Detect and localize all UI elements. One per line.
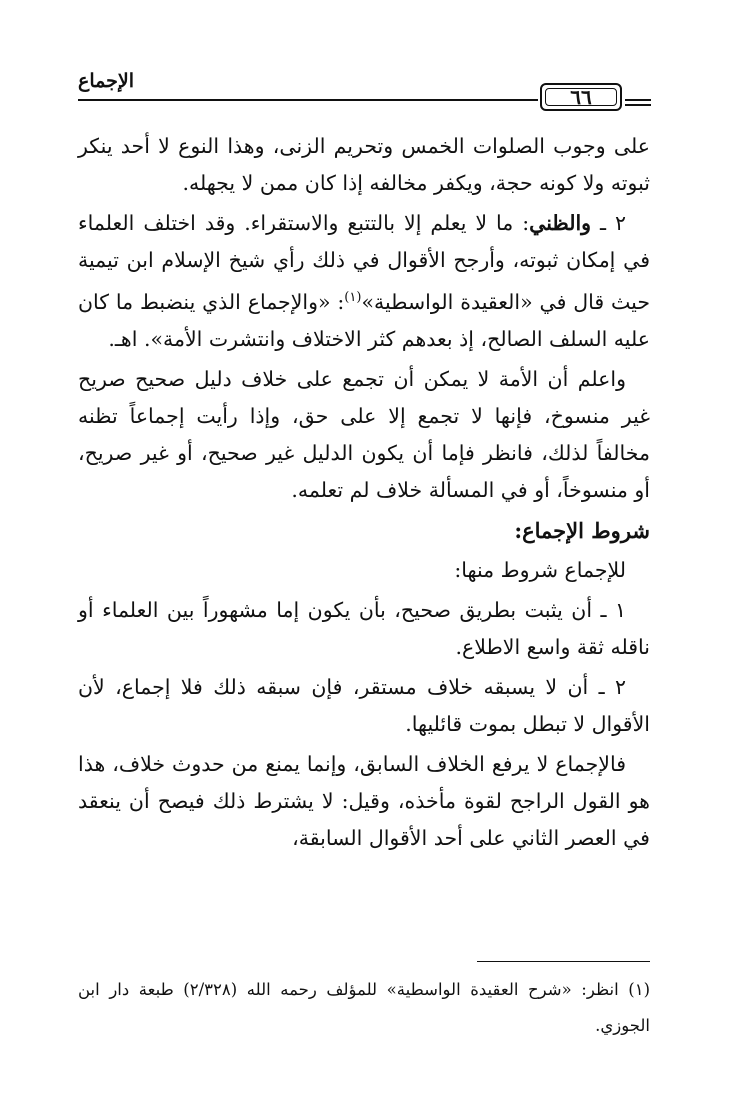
paragraph: على وجوب الصلوات الخمس وتحريم الزنى، وهذا النوع لا أحد ينكر ثبوته ولا كونه حجة، ويكفر مخالفه إذا كان ممن لا يجهله. xyxy=(78,134,650,195)
footnote-text: انظر: «شرح العقيدة الواسطية» للمؤلف رحمه الله (٢/٣٢٨) طبعة دار ابن الجوزي. xyxy=(78,980,650,1035)
body-text xyxy=(78,128,650,860)
header-rule-right xyxy=(625,99,651,101)
paragraph xyxy=(78,205,650,358)
term-bold: والظني xyxy=(529,211,592,235)
page-number-badge xyxy=(540,83,622,111)
paragraph: ١ ـ أن يثبت بطريق صحيح، بأن يكون إما مشهوراً بين العلماء أو ناقله ثقة واسع الاطلاع. xyxy=(78,597,650,659)
paragraph: ٢ ـ أن لا يسبقه خلاف مستقر، فإن سبقه ذلك فلا إجماع، لأن الأقوال لا تبطل بموت قائليها. xyxy=(78,674,650,736)
paragraph: للإجماع شروط منها: xyxy=(454,557,626,582)
footnote xyxy=(78,972,650,1044)
paragraph-text: : «والإجماع الذي ينضبط ما كان عليه السلف الصالح، إذ بعدهم كثر الاختلاف وانتشرت الأمة». اهـ. xyxy=(78,289,650,351)
footnote-separator xyxy=(477,961,650,962)
footnote-reference[interactable]: (١) xyxy=(344,290,362,305)
page-number: ٦٦ xyxy=(570,85,592,109)
running-title: الإجماع xyxy=(78,70,134,92)
item-number: ٢ ـ xyxy=(591,211,627,235)
footnote-marker: (١) xyxy=(628,980,650,999)
header-rule xyxy=(78,99,538,101)
header-rule-right-lower xyxy=(625,104,651,106)
footnotes xyxy=(78,972,650,1044)
paragraph-text: : ما لا يعلم إلا بالتتبع والاستقراء. وقد اختلف العلماء في إمكان ثبوته، وأرجح الأقوال في ذلك رأي شيخ الإسلام ابن تيمية حيث قال في «العقيدة الواسطية» xyxy=(78,211,650,314)
section-heading: شروط الإجماع: xyxy=(514,517,650,543)
paragraph: فالإجماع لا يرفع الخلاف السابق، وإنما يمنع من حدوث خلاف، هذا هو القول الراجح لقوة مأخذه، وقيل: لا يشترط ذلك فيصح أن ينعقد في العصر الثاني على أحد الأقوال السابقة، xyxy=(78,751,650,850)
paragraph: واعلم أن الأمة لا يمكن أن تجمع على خلاف دليل صحيح صريح غير منسوخ، فإنها لا تجمع إلا على حق، وإذا رأيت إجماعاً تظنه مخالفاً لذلك، فانظر فإما أن يكون الدليل غير صحيح، أو غير صريح، أو منسوخاً، أو في المسألة خلاف لم تعلمه. xyxy=(78,366,650,502)
